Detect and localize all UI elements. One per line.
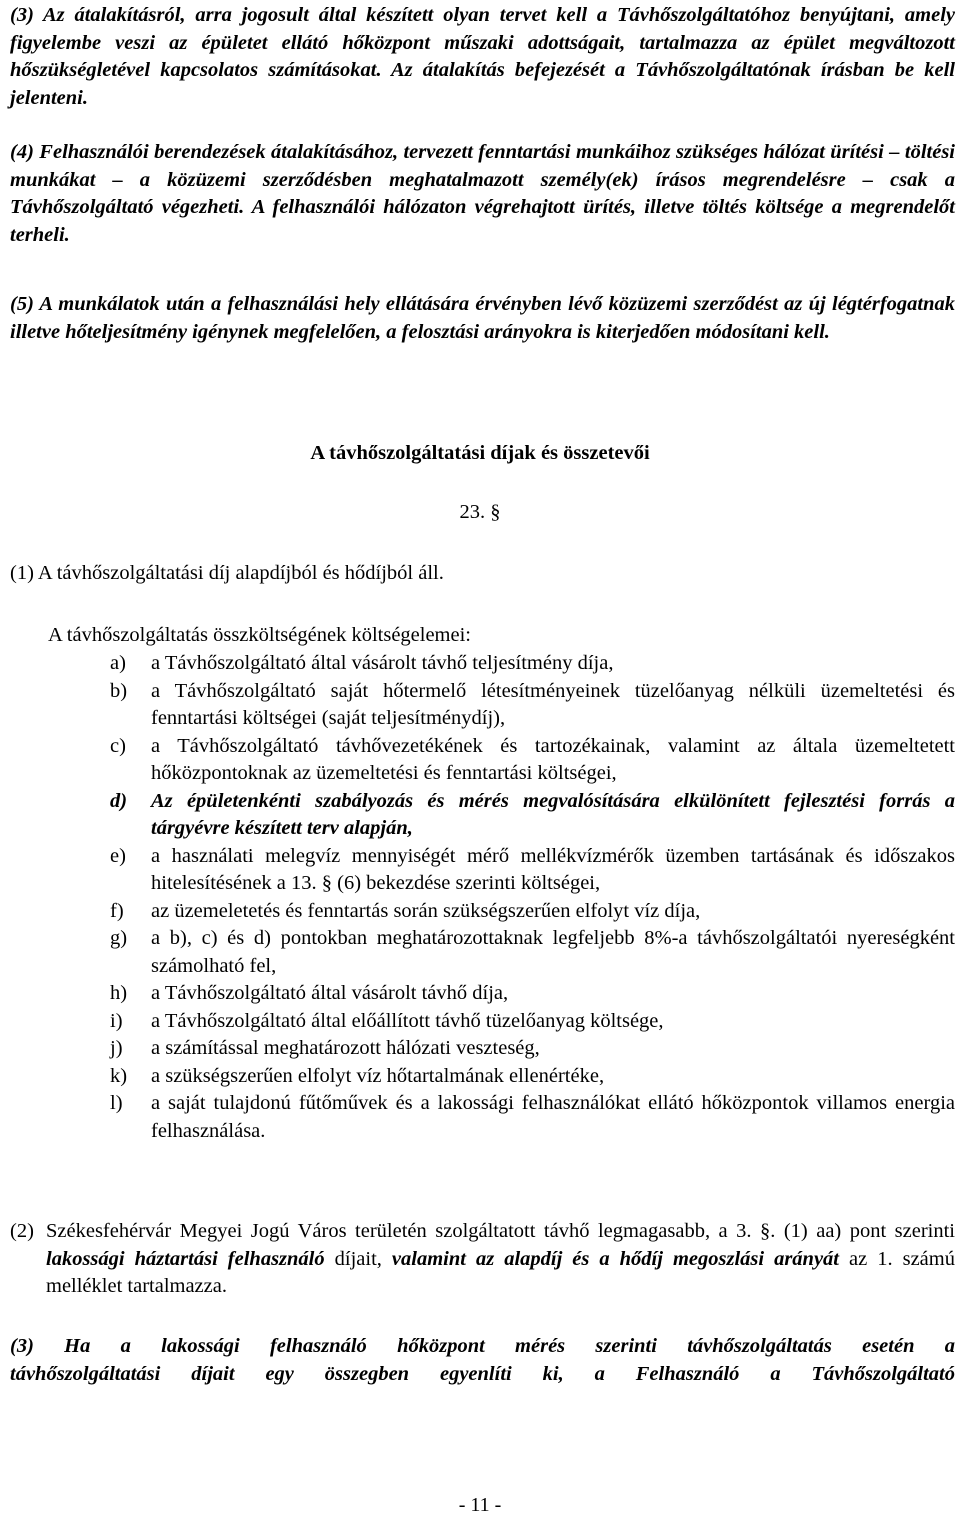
list-item-label: c) — [110, 734, 126, 757]
list-item — [110, 925, 955, 980]
list-item-text: a Távhőszolgáltató által előállított távhő tüzelőanyag költsége, — [151, 1009, 664, 1032]
list-item-text: a használati melegvíz mennyiségét mérő mellékvízmérők üzemben tartásának és időszakos hitelesítésének a 13. § (6) bekezdése szerinti költségei, — [151, 844, 955, 894]
paragraph-text-part: díjait, — [324, 1247, 392, 1270]
paragraph-5: (5) A munkálatok után a felhasználási hely ellátására érvényben lévő közüzemi szerződést az új légtérfogatnak illetve hőteljesítmény igénynek megfelelően, a felosztási arányokra is kiterjedően módosítani kell. — [10, 293, 955, 343]
page-number: - 11 - — [458, 1494, 502, 1516]
list-item-label: h) — [110, 982, 128, 1004]
section-heading: A távhőszolgáltatási díjak és összetevői — [310, 442, 650, 464]
list-item — [110, 650, 955, 678]
list-item-text: a b), c) és d) pontokban meghatározottaknak legfeljebb 8%-a távhőszolgáltatói nyereségként számolható fel, — [151, 927, 955, 977]
paragraph-label: (2) — [10, 1220, 34, 1242]
list-item-label: a) — [110, 652, 126, 674]
list-item — [110, 1035, 955, 1063]
list-item — [110, 1063, 955, 1091]
paragraph-1: (1) A távhőszolgáltatási díj alapdíjból és hődíjból áll. — [10, 562, 444, 584]
list-item-label: f) — [110, 899, 124, 922]
list-item-label: g) — [110, 927, 128, 949]
list-item-label: i) — [110, 1009, 123, 1032]
list-item — [110, 1008, 955, 1036]
paragraph-text — [46, 1218, 955, 1301]
list-item-text: az üzemeletetés és fenntartás során szükségszerűen elfolyt víz díja, — [151, 899, 701, 922]
cost-elements-list — [110, 650, 955, 1145]
list-item — [110, 733, 955, 788]
list-item — [110, 678, 955, 733]
paragraph-text-part: Székesfehérvár Megyei Jogú Város területén szolgáltatott távhő legmagasabb, a 3. §. (1) aa) pont szerinti — [46, 1220, 955, 1242]
list-item-text: Az épületenkénti szabályozás és mérés megvalósítására elkülönített fejlesztési forrás a tárgyévre készített terv alapján, — [151, 789, 955, 839]
list-item — [110, 1090, 955, 1145]
list-item-label: j) — [110, 1037, 123, 1059]
emphasis-household-user: lakossági háztartási felhasználó — [46, 1247, 325, 1270]
list-item-text: a Távhőszolgáltató saját hőtermelő létesítményeinek tüzelőanyag nélküli üzemeltetési és fenntartási költségei (saját teljesítménydíj), — [151, 679, 955, 729]
paragraph-3: (3) Az átalakításról, arra jogosult által készített olyan tervet kell a Távhőszolgáltatóhoz benyújtani, amely figyelembe veszi az épületet ellátó hőközpont műszaki adottságait, tartalmazza az épület megváltozott hőszükségletével kapcsolatos számításokat. Az átalakítás befejezését a Távhőszolgáltatónak írásban be kell jelenteni. — [10, 4, 955, 109]
list-item — [110, 843, 955, 898]
list-item-label: l) — [110, 1092, 123, 1114]
list-item-text: a szükségszerűen elfolyt víz hőtartalmának ellenértéke, — [151, 1064, 605, 1087]
paragraph-4: (4) Felhasználói berendezések átalakításához, tervezett fenntartási munkáihoz szükséges hálózat ürítési – töltési munkákat – a közüzemi szerződésben meghatalmazott személy(ek) írásos megrendelésre – csak a Távhőszolgáltató végezheti. A felhasználói hálózaton végrehajtott ürítés, illetve töltés költsége a megrendelőt terheli. — [10, 141, 955, 246]
paragraph-3b-line-1: (3) Ha a lakossági felhasználó hőközpont mérés szerinti távhőszolgáltatás esetén a — [10, 1335, 955, 1357]
list-item-text: a Távhőszolgáltató távhővezetékének és tartozékainak, valamint az általa üzemeltetett hőközpontoknak az üzemeltetési és fenntartási költségei, — [151, 734, 955, 784]
cost-elements-intro: A távhőszolgáltatás összköltségének költségelemei: — [48, 624, 471, 646]
section-number: 23. § — [459, 501, 501, 523]
list-item — [110, 898, 955, 926]
list-item-label: b) — [110, 679, 128, 702]
emphasis-fee-ratio: valamint az alapdíj és a hődíj megoszlási arányát — [391, 1247, 839, 1270]
list-item-text: a Távhőszolgáltató által vásárolt távhő teljesítmény díja, — [151, 652, 614, 674]
list-item-label: d) — [110, 789, 128, 812]
paragraph-text-part: az 1. számú melléklet tartalmazza. — [46, 1247, 955, 1297]
list-item-text: a Távhőszolgáltató által vásárolt távhő díja, — [151, 982, 509, 1004]
list-item-text: a saját tulajdonú fűtőművek és a lakossági felhasználókat ellátó hőközpontok villamos energia felhasználása. — [151, 1092, 955, 1142]
paragraph-2 — [10, 1218, 955, 1301]
list-item — [110, 788, 955, 843]
list-item-label: e) — [110, 844, 126, 867]
list-item-label: k) — [110, 1064, 128, 1087]
list-item-text: a számítással meghatározott hálózati veszteség, — [151, 1037, 540, 1059]
list-item — [110, 980, 955, 1008]
paragraph-3b-line-2: távhőszolgáltatási díjait egy összegben egyenlíti ki, a Felhasználó a Távhőszolgáltató — [10, 1363, 955, 1385]
